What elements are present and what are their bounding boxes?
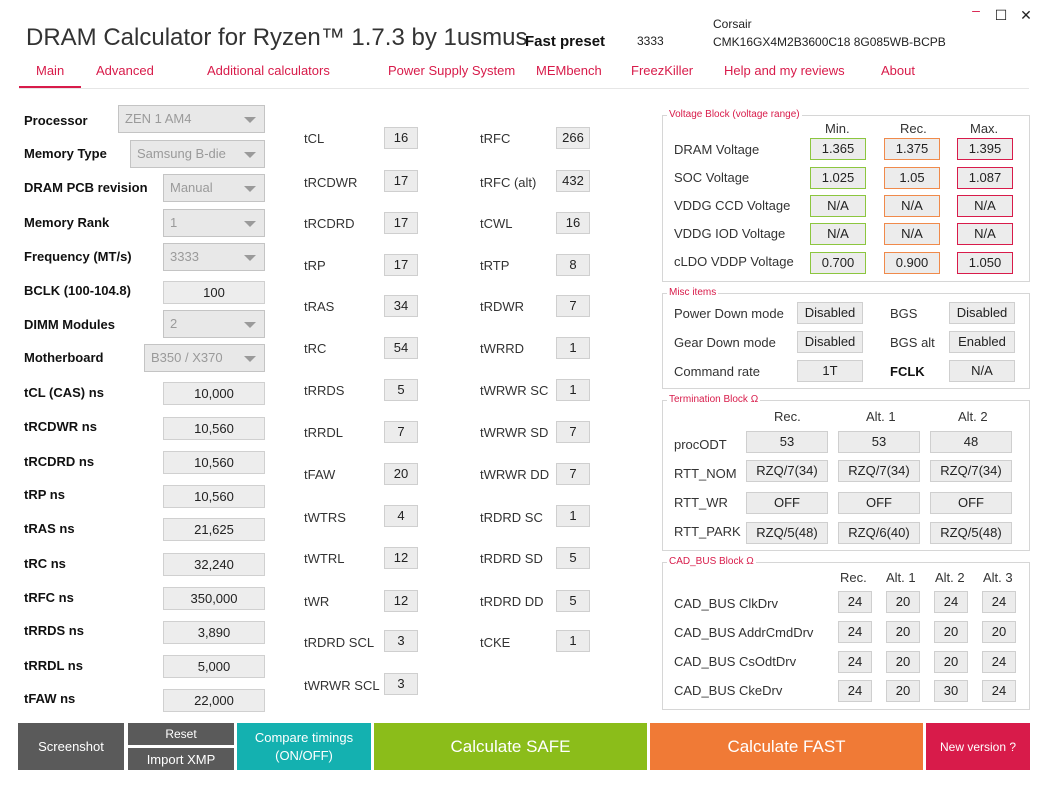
command-rate-label: Command rate [674, 364, 760, 379]
new-version-button[interactable]: New version ? [926, 723, 1030, 770]
cadbus-alt2: 20 [934, 651, 968, 673]
termination-alt1: RZQ/7(34) [838, 460, 920, 482]
voltage-row-label: cLDO VDDP Voltage [674, 254, 794, 269]
gear-down-label: Gear Down mode [674, 335, 776, 350]
chevron-down-icon [244, 186, 256, 192]
timing-value: 17 [384, 170, 418, 192]
memory-rank-select[interactable] [163, 209, 265, 237]
termination-row-label: RTT_WR [674, 495, 728, 510]
termination-row-label: RTT_PARK [674, 524, 741, 539]
ns-value[interactable]: 10,000 [163, 382, 265, 405]
cadbus-rec: 24 [838, 591, 872, 613]
termination-alt2: OFF [930, 492, 1012, 514]
cadbus-row-label: CAD_BUS CsOdtDrv [674, 654, 797, 669]
fclk-value: N/A [949, 360, 1015, 382]
timing-value: 7 [384, 421, 418, 443]
compare-timings-sublabel: (ON/OFF) [275, 747, 333, 763]
termination-alt2: RZQ/7(34) [930, 460, 1012, 482]
timing-value: 5 [556, 547, 590, 569]
memory-rank-label: Memory Rank [24, 215, 110, 230]
ns-label: tRC ns [24, 556, 66, 571]
cadbus-rec: 24 [838, 621, 872, 643]
timing-value: 17 [384, 212, 418, 234]
timing-label: tRCDWR [304, 175, 358, 190]
voltage-head-min: Min. [825, 121, 850, 136]
voltage-max: N/A [957, 195, 1013, 217]
tab-freezkiller[interactable]: FreezKiller [631, 63, 694, 78]
ns-label: tFAW ns [24, 691, 76, 706]
timing-value: 1 [556, 630, 590, 652]
timing-label: tCL [304, 131, 325, 146]
termination-alt1: 53 [838, 431, 920, 453]
timing-label: tWRRD [480, 341, 525, 356]
processor-label: Processor [24, 113, 88, 128]
termination-head-alt1: Alt. 1 [866, 409, 896, 424]
timing-value: 20 [384, 463, 418, 485]
timing-label: tRCDRD [304, 216, 355, 231]
dimm-modules-value: 2 [170, 316, 178, 331]
pcb-revision-value: Manual [170, 180, 213, 195]
timing-label: tRP [304, 258, 326, 273]
timing-label: tRFC (alt) [480, 175, 537, 190]
bgs-alt-value: Enabled [949, 331, 1015, 353]
voltage-row-label: VDDG IOD Voltage [674, 226, 786, 241]
timing-label: tWRWR SCL [304, 678, 380, 693]
memory-part-number: CMK16GX4M2B3600C18 8G085WB-BCPB [713, 35, 946, 49]
ns-value[interactable]: 5,000 [163, 655, 265, 678]
ns-value[interactable]: 32,240 [163, 553, 265, 576]
chevron-down-icon [244, 322, 256, 328]
timing-value: 4 [384, 505, 418, 527]
dimm-modules-select[interactable] [163, 310, 265, 338]
cadbus-alt1: 20 [886, 680, 920, 702]
voltage-rec: N/A [884, 223, 940, 245]
voltage-rec: 0.900 [884, 252, 940, 274]
ns-label: tRCDWR ns [24, 419, 97, 434]
voltage-head-rec: Rec. [900, 121, 927, 136]
voltage-rec: 1.05 [884, 167, 940, 189]
frequency-select[interactable] [163, 243, 265, 271]
timing-label: tWR [304, 594, 330, 609]
processor-value: ZEN 1 AM4 [125, 111, 192, 126]
motherboard-label: Motherboard [24, 350, 104, 365]
cadbus-block-title: CAD_BUS Block Ω [669, 556, 754, 567]
termination-rec: RZQ/7(34) [746, 460, 828, 482]
timing-label: tCKE [480, 635, 511, 650]
ns-value[interactable]: 10,560 [163, 417, 265, 440]
app-title: DRAM Calculator for Ryzen™ 1.7.3 by 1usmus [26, 24, 528, 51]
motherboard-value: B350 / X370 [151, 350, 223, 365]
voltage-max: 1.087 [957, 167, 1013, 189]
timing-label: tRDWR [480, 299, 525, 314]
compare-timings-button[interactable] [237, 723, 371, 770]
termination-rec: OFF [746, 492, 828, 514]
timing-value: 3 [384, 630, 418, 652]
chevron-down-icon [244, 356, 256, 362]
timing-value: 12 [384, 590, 418, 612]
timing-value: 1 [556, 505, 590, 527]
frequency-value: 3333 [170, 249, 199, 264]
timing-label: tWTRS [304, 510, 346, 525]
screenshot-button[interactable]: Screenshot [18, 723, 124, 770]
tab-help-and-reviews[interactable]: Help and my reviews [724, 63, 845, 78]
ns-value[interactable]: 22,000 [163, 689, 265, 712]
cadbus-alt2: 20 [934, 621, 968, 643]
cadbus-rec: 24 [838, 651, 872, 673]
timing-label: tRFC [480, 131, 511, 146]
termination-alt1: OFF [838, 492, 920, 514]
voltage-min: 1.365 [810, 138, 866, 160]
cadbus-row-label: CAD_BUS AddrCmdDrv [674, 625, 814, 640]
termination-row-label: RTT_NOM [674, 466, 737, 481]
preset-label: Fast preset [525, 33, 606, 50]
timing-value: 1 [556, 337, 590, 359]
termination-row-label: procODT [674, 437, 727, 452]
chevron-down-icon [244, 152, 256, 158]
ns-value[interactable]: 350,000 [163, 587, 265, 610]
import-xmp-button[interactable]: Import XMP [128, 748, 234, 770]
termination-alt1: RZQ/6(40) [838, 522, 920, 544]
timing-label: tWRWR SD [480, 425, 549, 440]
timing-value: 432 [556, 170, 590, 192]
fclk-label: FCLK [890, 364, 925, 379]
ns-label: tRRDL ns [24, 658, 83, 673]
ns-label: tCL (CAS) ns [24, 385, 104, 400]
power-down-value: Disabled [797, 302, 863, 324]
timing-value: 12 [384, 547, 418, 569]
bgs-value: Disabled [949, 302, 1015, 324]
timing-value: 1 [556, 379, 590, 401]
calculate-fast-button[interactable]: Calculate FAST [650, 723, 923, 770]
timing-label: tCWL [480, 216, 513, 231]
cadbus-alt1: 20 [886, 651, 920, 673]
voltage-max: 1.050 [957, 252, 1013, 274]
timing-value: 17 [384, 254, 418, 276]
timing-label: tFAW [304, 467, 336, 482]
chevron-down-icon [244, 255, 256, 261]
power-down-label: Power Down mode [674, 306, 784, 321]
cadbus-alt2: 24 [934, 591, 968, 613]
timing-value: 5 [556, 590, 590, 612]
ns-value[interactable]: 21,625 [163, 518, 265, 541]
motherboard-select[interactable] [144, 344, 265, 372]
close-icon[interactable]: ✕ [1020, 7, 1032, 23]
timing-label: tWRWR DD [480, 467, 550, 482]
timing-value: 266 [556, 127, 590, 149]
cadbus-alt1: 20 [886, 621, 920, 643]
bgs-alt-label: BGS alt [890, 335, 935, 350]
cadbus-alt3: 24 [982, 651, 1016, 673]
voltage-row-label: VDDG CCD Voltage [674, 198, 791, 213]
dimm-modules-label: DIMM Modules [24, 317, 115, 332]
voltage-min: 0.700 [810, 252, 866, 274]
timing-value: 3 [384, 673, 418, 695]
ns-label: tRFC ns [24, 590, 74, 605]
tab-main[interactable]: Main [36, 63, 65, 78]
cadbus-head-alt2: Alt. 2 [935, 570, 965, 585]
termination-block-title: Termination Block Ω [669, 394, 759, 405]
voltage-min: 1.025 [810, 167, 866, 189]
termination-alt2: RZQ/5(48) [930, 522, 1012, 544]
ns-value[interactable]: 3,890 [163, 621, 265, 644]
frequency-label: Frequency (MT/s) [24, 249, 132, 264]
timing-label: tRDRD SD [480, 551, 543, 566]
voltage-head-max: Max. [970, 121, 999, 136]
timing-value: 16 [556, 212, 590, 234]
voltage-row-label: SOC Voltage [674, 170, 750, 185]
cadbus-alt2: 30 [934, 680, 968, 702]
termination-head-alt2: Alt. 2 [958, 409, 988, 424]
chevron-down-icon [244, 117, 256, 123]
cadbus-alt3: 24 [982, 591, 1016, 613]
cadbus-head-rec: Rec. [840, 570, 867, 585]
voltage-rec: 1.375 [884, 138, 940, 160]
cadbus-head-alt3: Alt. 3 [983, 570, 1013, 585]
timing-label: tRDRD SCL [304, 635, 375, 650]
ns-value[interactable]: 10,560 [163, 485, 265, 508]
cadbus-alt3: 20 [982, 621, 1016, 643]
cadbus-alt3: 24 [982, 680, 1016, 702]
pcb-revision-label: DRAM PCB revision [24, 180, 148, 195]
bclk-label: BCLK (100-104.8) [24, 283, 131, 298]
timing-value: 54 [384, 337, 418, 359]
timing-value: 7 [556, 295, 590, 317]
tab-additional-calculators[interactable]: Additional calculators [207, 63, 330, 78]
calculate-safe-button[interactable]: Calculate SAFE [374, 723, 647, 770]
cadbus-alt1: 20 [886, 591, 920, 613]
memory-type-label: Memory Type [24, 146, 107, 161]
cadbus-row-label: CAD_BUS ClkDrv [674, 596, 779, 611]
ns-label: tRCDRD ns [24, 454, 95, 469]
timing-label: tWRWR SC [480, 383, 549, 398]
voltage-max: 1.395 [957, 138, 1013, 160]
cadbus-rec: 24 [838, 680, 872, 702]
voltage-min: N/A [810, 223, 866, 245]
ns-label: tRRDS ns [24, 623, 84, 638]
memory-rank-value: 1 [170, 215, 178, 230]
tab-power-supply-system[interactable]: Power Supply System [388, 63, 516, 78]
pcb-revision-select[interactable] [163, 174, 265, 202]
timing-value: 16 [384, 127, 418, 149]
command-rate-value: 1T [797, 360, 863, 382]
memory-vendor: Corsair [713, 17, 752, 31]
timing-value: 8 [556, 254, 590, 276]
maximize-icon[interactable]: ☐ [994, 7, 1008, 23]
termination-rec: RZQ/5(48) [746, 522, 828, 544]
ns-value[interactable]: 10,560 [163, 451, 265, 474]
preset-value: 3333 [637, 34, 664, 48]
menu-divider [19, 88, 1029, 89]
reset-button[interactable]: Reset [128, 723, 234, 745]
timing-label: tRDRD DD [480, 594, 544, 609]
compare-timings-label: Compare timings [254, 729, 354, 745]
tab-about[interactable]: About [881, 63, 915, 78]
timing-value: 7 [556, 421, 590, 443]
timing-label: tRRDS [304, 383, 345, 398]
cadbus-head-alt1: Alt. 1 [886, 570, 916, 585]
ns-label: tRP ns [24, 487, 65, 502]
memory-type-value: Samsung B-die [137, 146, 226, 161]
timing-label: tWTRL [304, 551, 345, 566]
voltage-max: N/A [957, 223, 1013, 245]
memory-type-select[interactable] [130, 140, 265, 168]
termination-rec: 53 [746, 431, 828, 453]
voltage-rec: N/A [884, 195, 940, 217]
timing-value: 5 [384, 379, 418, 401]
tab-membench[interactable]: MEMbench [536, 63, 602, 78]
cadbus-row-label: CAD_BUS CkeDrv [674, 683, 783, 698]
timing-label: tRDRD SC [480, 510, 543, 525]
ns-label: tRAS ns [24, 521, 75, 536]
voltage-min: N/A [810, 195, 866, 217]
voltage-block-title: Voltage Block (voltage range) [669, 109, 800, 120]
timing-label: tRC [304, 341, 327, 356]
termination-alt2: 48 [930, 431, 1012, 453]
bclk-input[interactable]: 100 [163, 281, 265, 304]
chevron-down-icon [244, 221, 256, 227]
timing-label: tRAS [304, 299, 335, 314]
tab-advanced[interactable]: Advanced [96, 63, 154, 78]
timing-label: tRRDL [304, 425, 344, 440]
voltage-row-label: DRAM Voltage [674, 142, 760, 157]
misc-items-title: Misc items [669, 287, 717, 298]
timing-value: 7 [556, 463, 590, 485]
termination-head-rec: Rec. [774, 409, 801, 424]
gear-down-value: Disabled [797, 331, 863, 353]
timing-value: 34 [384, 295, 418, 317]
processor-select[interactable] [118, 105, 265, 133]
bgs-label: BGS [890, 306, 918, 321]
minimize-icon[interactable]: – [972, 2, 980, 18]
timing-label: tRTP [480, 258, 510, 273]
